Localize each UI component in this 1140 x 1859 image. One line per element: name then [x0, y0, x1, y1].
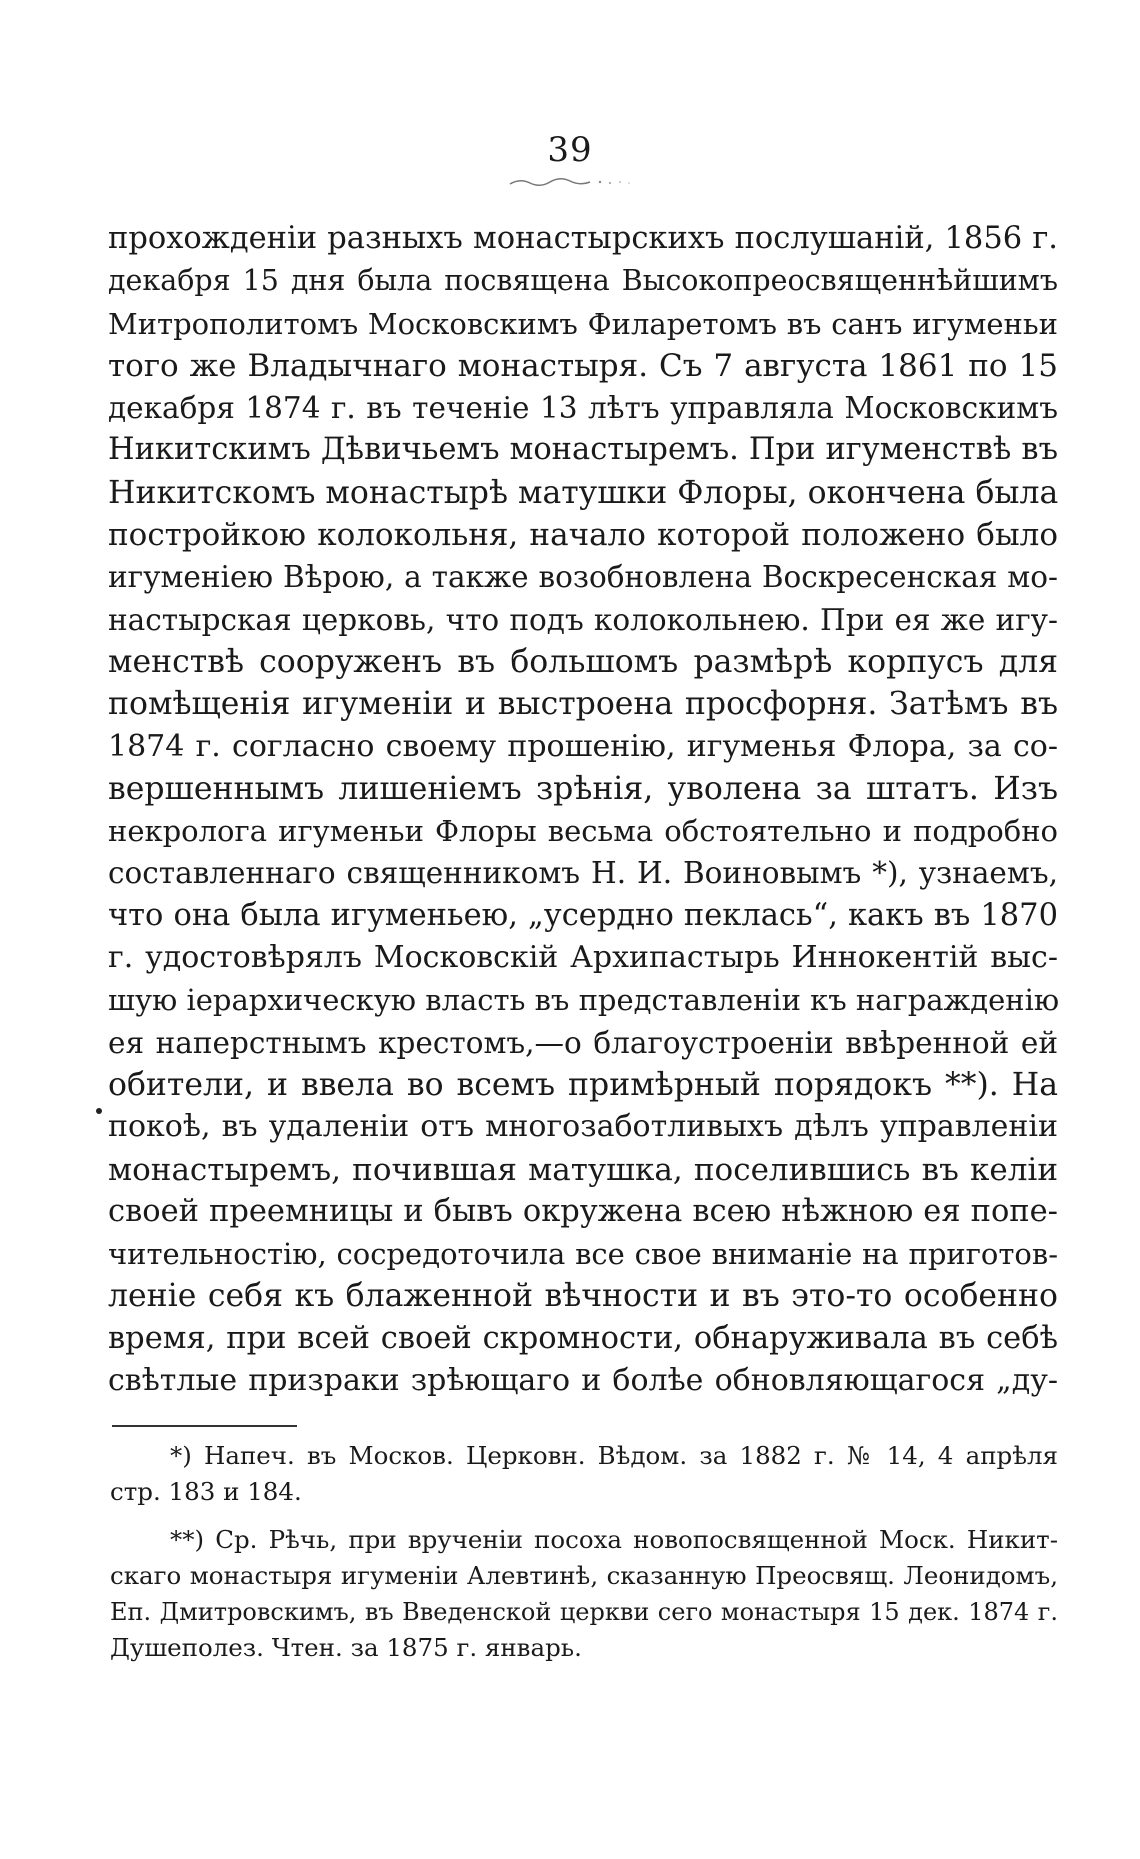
text-line: помѣщенія игуменіи и выстроена просфорня. Затѣмъ въ — [108, 686, 1058, 723]
text-line: своей преемницы и бывъ окружена всею нѣжною ея попе- — [108, 1193, 1058, 1229]
text-line: того же Владычнаго монастыря. Съ 7 августа 1861 по 15 — [108, 347, 1058, 384]
text-line: время, при всей своей скромности, обнаруживала въ себѣ — [108, 1320, 1058, 1356]
footnote-divider — [112, 1425, 297, 1427]
text-line: Никитскомъ монастырѣ матушки Флоры, окончена была — [108, 474, 1059, 511]
text-line: прохожденіи разныхъ монастырскихъ послушаній, 1856 г. — [108, 221, 1058, 256]
text-line: свѣтлые призраки зрѣющаго и болѣе обновляющагося „ду- — [108, 1363, 1058, 1399]
text-line: ея наперстнымъ крестомъ,—о благоустроеніи ввѣренной ей — [108, 1025, 1058, 1060]
text-line: некролога игуменьи Флоры весьма обстоятельно и подробно — [108, 814, 1058, 849]
text-line: вершеннымъ лишеніемъ зрѣнія, уволена за штатъ. Изъ — [108, 770, 1058, 807]
text-line: настырская церковь, что подъ колокольнею. При ея же игу- — [108, 602, 1058, 637]
text-line: покоѣ, въ удаленіи отъ многозаботливыхъ дѣлъ управленіи — [108, 1109, 1058, 1145]
text-line: декабря 1874 г. въ теченіе 13 лѣтъ управляла Московскимъ — [108, 391, 1058, 426]
decorative-ornament-icon — [505, 172, 635, 190]
footnotes — [110, 1438, 1058, 1666]
print-speck — [96, 1108, 102, 1114]
text-line: игуменіею Вѣрою, а также возобновлена Воскресенская мо- — [108, 560, 1058, 595]
footnote-2-line: **) Ср. Рѣчь, при врученіи посоха новопосвященной Моск. Никит- — [170, 1525, 1058, 1554]
footnote-2-line: Душеполез. Чтен. за 1875 г. январь. — [110, 1633, 582, 1662]
text-line: леніе себя къ блаженной вѣчности и въ это-то особенно — [108, 1278, 1058, 1315]
text-line: чительностію, сосредоточила все свое вниманіе на приготов- — [108, 1237, 1058, 1272]
text-line: составленнаго священникомъ Н. И. Воиновымъ *), узнаемъ, — [108, 856, 1058, 891]
text-line: постройкою колокольня, начало которой положено было — [108, 517, 1058, 554]
text-line: декабря 15 дня была посвящена Высокопреосвященнѣйшимъ — [108, 264, 1058, 298]
footnote-1-line: *) Напеч. въ Москов. Церковн. Вѣдом. за 1882 г. № 14, 4 апрѣля — [170, 1441, 1058, 1470]
text-line: монастыремъ, почившая матушка, поселившись въ келіи — [108, 1151, 1058, 1188]
footnote-2-line: скаго монастыря игуменіи Алевтинѣ, сказанную Преосвящ. Леонидомъ, — [110, 1561, 1058, 1590]
page-number: 39 — [547, 130, 593, 170]
main-text — [108, 218, 1058, 1402]
text-line: г. удостовѣрялъ Московскій Архипастырь Иннокентій выс- — [108, 940, 1058, 976]
text-line: Никитскимъ Дѣвичьемъ монастыремъ. При игуменствѣ въ — [108, 432, 1058, 468]
text-line: менствѣ сооруженъ въ большомъ размѣрѣ корпусъ для — [108, 643, 1058, 680]
footnote-1-line: стр. 183 и 184. — [110, 1477, 302, 1506]
text-line: обители, и ввела во всемъ примѣрный порядокъ **). На — [108, 1066, 1058, 1103]
footnote-2-line: Еп. Дмитровскимъ, въ Введенской церкви сего монастыря 15 дек. 1874 г. — [110, 1598, 1058, 1626]
text-line: что она была игуменьею, „усердно пеклась“, какъ въ 1870 — [108, 897, 1058, 933]
text-line: Митрополитомъ Московскимъ Филаретомъ въ санъ игуменьи — [108, 306, 1058, 341]
text-line: 1874 г. согласно своему прошенію, игуменья Флора, за со- — [108, 728, 1058, 764]
text-line: шую іерархическую власть въ представленіи къ награжденію — [108, 983, 1060, 1018]
